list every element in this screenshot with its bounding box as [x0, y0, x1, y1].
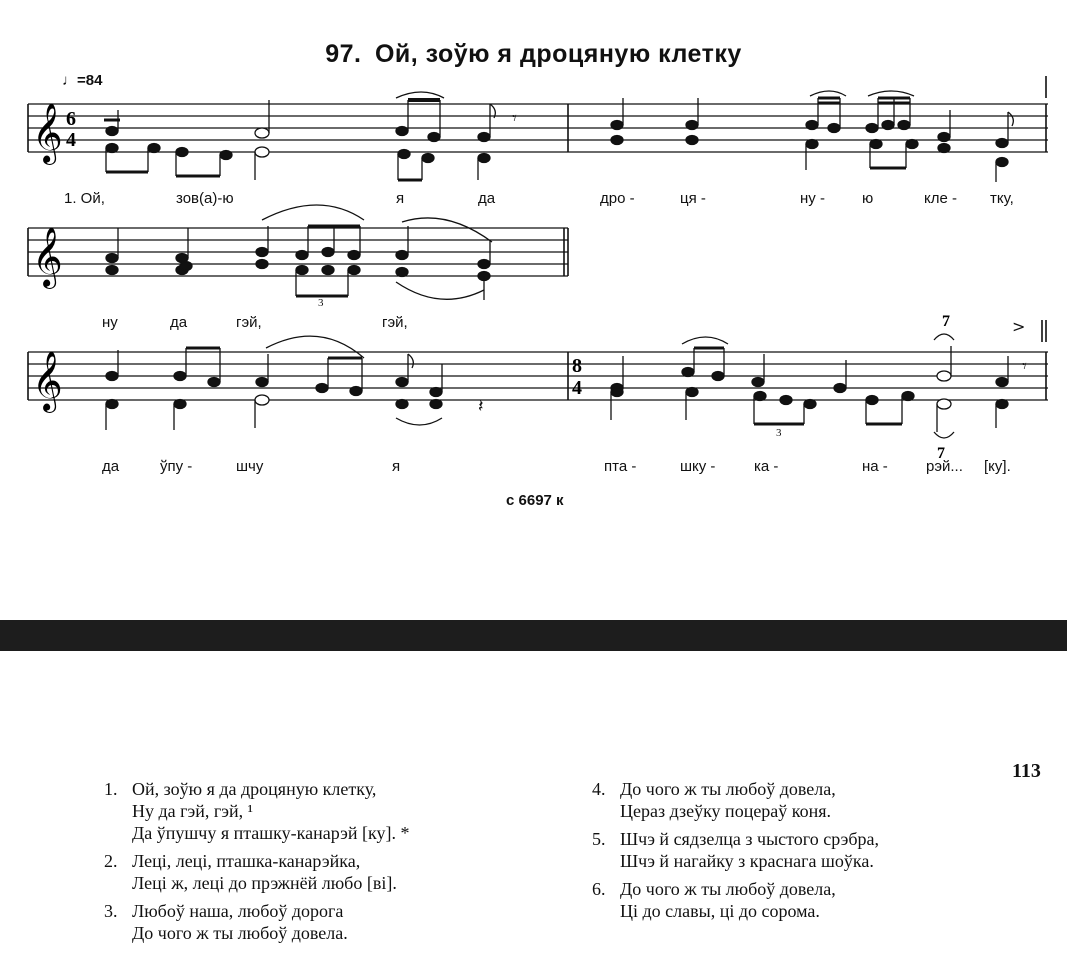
lyric-syllable: дро -: [600, 190, 635, 207]
svg-text:𝄾: 𝄾: [1022, 356, 1027, 376]
svg-text:>: >: [1012, 317, 1026, 336]
verse-number: 1.: [104, 779, 118, 799]
verse-6: [592, 878, 836, 922]
lyric-syllable: ця -: [680, 190, 706, 207]
fermata-number-bottom: 7: [937, 445, 945, 462]
verse-line: Шчэ й нагайку з краснага шоўка.: [620, 851, 874, 871]
time-signature-bottom: 4: [66, 129, 76, 151]
tempo-value: =84: [77, 72, 103, 89]
verse-3: [104, 900, 348, 944]
lyric-syllable: ну -: [800, 190, 825, 207]
verse-line: Ці до славы, ці до сорома.: [620, 901, 820, 921]
verse-4: [592, 778, 836, 822]
svg-text:3: 3: [776, 427, 782, 439]
lyric-syllable: кле -: [924, 190, 957, 207]
staff-3-notes: [106, 317, 1027, 439]
lyric-syllable: шку -: [680, 458, 716, 475]
tempo-marking: ♩=84: [62, 72, 103, 89]
time-signature-top: 6: [66, 108, 76, 130]
lyric-syllable: зов(а)-ю: [176, 190, 234, 207]
verse-line: Любоў наша, любоў дорога: [132, 901, 344, 921]
song-number: 97.: [325, 40, 362, 68]
staff-3: [28, 320, 1048, 400]
lyric-syllable: гэй,: [382, 314, 408, 331]
verse-1: [104, 778, 410, 844]
page-number: 113: [1012, 760, 1041, 782]
lyric-syllable: пта -: [604, 458, 637, 475]
song-title-text: Ой, зоўю я дроцяную клетку: [374, 40, 742, 68]
lyric-syllable: я: [396, 190, 405, 207]
lyric-syllable: да: [102, 458, 120, 475]
verse-line: До чого ж ты любоў довела,: [620, 879, 836, 899]
verse-number: 2.: [104, 851, 118, 871]
verse-line: Шчэ й сядзелца з чыстого срэбра,: [620, 829, 880, 849]
svg-text:3: 3: [318, 297, 324, 309]
svg-text:𝄽: 𝄽: [478, 396, 484, 416]
verse-line: Цераз дзеўку поцераў коня.: [620, 801, 832, 821]
staff-1-notes: [104, 91, 1013, 182]
catalog-reference: с 6697 к: [506, 492, 564, 509]
verse-line: До чого ж ты любоў довела.: [132, 923, 348, 943]
treble-clef-icon: 𝄞: [32, 103, 63, 163]
verse-line: Ой, зоўю я да дроцяную клетку,: [132, 779, 377, 799]
lyric-syllable: да: [478, 190, 496, 207]
lyric-syllable: гэй,: [236, 314, 262, 331]
verse-number: 3.: [104, 901, 118, 921]
lyric-syllable: ну: [102, 314, 118, 331]
time-signature-bottom: 4: [572, 377, 582, 399]
staff-1: [28, 76, 1048, 152]
lyric-syllable: ўпу -: [160, 458, 193, 475]
staff-2-notes: [106, 205, 492, 309]
lyric-syllable: да: [170, 314, 188, 331]
treble-clef-icon: 𝄞: [32, 351, 63, 411]
verse-number: 4.: [592, 779, 606, 799]
verse-2: [104, 850, 397, 894]
verse-line: Леці ж, леці до прэжнёй любо [ві].: [132, 873, 397, 893]
time-signature-top: 8: [572, 355, 582, 377]
verse-number: 6.: [592, 879, 606, 899]
lyric-syllable: ка -: [754, 458, 779, 475]
lyric-syllable: на -: [862, 458, 888, 475]
verse-line: Ну да гэй, гэй, ¹: [132, 801, 254, 821]
lyric-syllable: [ку].: [984, 458, 1011, 475]
verse-line: Да ўпушчу я пташку-канарэй [ку]. *: [132, 823, 410, 843]
lyric-syllable: я: [392, 458, 401, 475]
verse-line: Леці, леці, пташка-канарэйка,: [132, 851, 361, 871]
lyric-syllable: шчу: [236, 458, 264, 475]
verse-number: 5.: [592, 829, 606, 849]
lyric-syllable: тку,: [990, 190, 1014, 207]
fermata-number-top: 7: [942, 313, 950, 330]
lyric-syllable: ю: [862, 190, 874, 207]
verse-5: [592, 828, 879, 872]
verse-line: До чого ж ты любоў довела,: [620, 779, 836, 799]
lyric-syllable: 1. Ой,: [64, 190, 105, 207]
page-divider: [0, 620, 1067, 651]
treble-clef-icon: 𝄞: [32, 227, 63, 287]
svg-text:𝄾: 𝄾: [512, 108, 517, 128]
lyric-syllable: рэй...: [926, 458, 963, 475]
